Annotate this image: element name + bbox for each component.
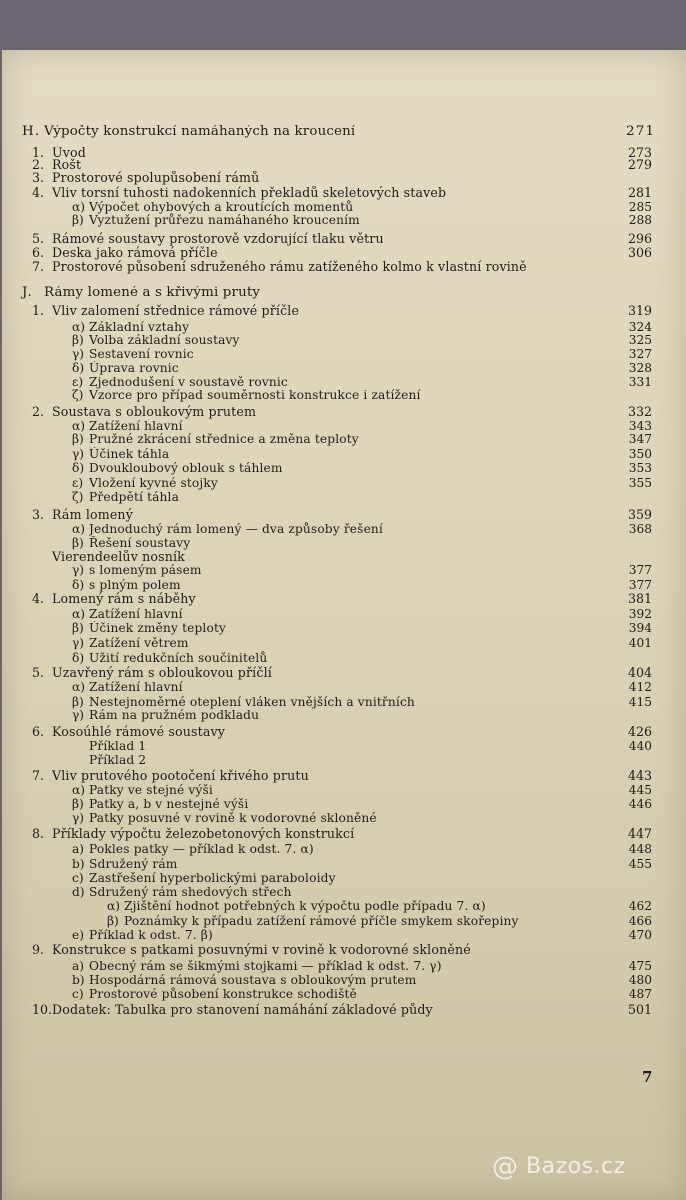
toc-entry-number: α) — [72, 607, 85, 621]
leader-dots — [449, 188, 623, 198]
toc-entry — [72, 885, 652, 899]
toc-entry-title: Zjednodušení v soustavě rovnic — [89, 375, 288, 389]
toc-entry — [72, 871, 652, 885]
leader-dots — [419, 975, 623, 985]
toc-entry-page: 343 — [628, 419, 652, 433]
leader-dots — [186, 421, 623, 431]
toc-entry-page: 328 — [628, 361, 652, 375]
toc-entry-number: α) — [72, 320, 85, 334]
leader-dots — [192, 638, 623, 648]
leader-dots — [259, 407, 623, 417]
leader-dots — [205, 565, 623, 575]
toc-entry-number: b) — [72, 973, 85, 987]
toc-entry-number: δ) — [72, 361, 85, 375]
toc-entry-number: β) — [72, 213, 84, 227]
toc-entry-page: 445 — [628, 783, 652, 797]
toc-entry-page: 279 — [627, 157, 652, 172]
leader-dots — [275, 668, 623, 678]
toc-entry-page: 412 — [628, 680, 652, 694]
toc-entry-page: 319 — [627, 303, 652, 318]
toc-entry-page: 325 — [628, 333, 652, 347]
toc-entry-title: Sdružený rám — [89, 857, 178, 871]
toc-entry-page: 355 — [628, 476, 652, 490]
toc-entry-title: Předpětí táhla — [89, 490, 180, 504]
toc-entry — [72, 621, 652, 635]
toc-entry — [107, 899, 652, 913]
toc-entry — [72, 680, 652, 694]
toc-entry-title: Zastřešení hyperbolickými paraboloidy — [89, 871, 336, 885]
toc-entry-number: α) — [72, 783, 85, 797]
toc-entry — [72, 361, 652, 375]
toc-entry-number: α) — [72, 522, 85, 536]
toc-entry — [32, 550, 652, 564]
toc-entry-title: Pokles patky — příklad k odst. 7. α) — [89, 842, 314, 856]
toc-entry-title: Vložení kyvné stojky — [89, 476, 218, 490]
toc-entry-title: Lomený rám s náběhy — [52, 592, 196, 606]
toc-entry — [32, 246, 652, 260]
toc-entry — [72, 842, 652, 856]
toc-entry-number: 4. — [32, 185, 45, 200]
toc-entry — [72, 536, 652, 550]
toc-entry-page: 466 — [628, 914, 652, 928]
toc-entry-number: α) — [107, 899, 120, 913]
leader-dots — [192, 322, 623, 332]
toc-entry-number: 2. — [32, 404, 45, 419]
toc-entry — [32, 827, 652, 841]
leader-dots — [172, 449, 623, 459]
toc-entry-title: Účinek změny teploty — [89, 621, 227, 635]
toc-entry-title: Zatížení hlavní — [89, 419, 183, 433]
toc-entry-number: 1. — [32, 145, 45, 160]
toc-entry — [107, 914, 652, 928]
leader-dots — [149, 741, 623, 751]
leader-dots — [89, 148, 623, 158]
toc-entry-page: 350 — [628, 447, 652, 461]
toc-entry-title: Pružné zkrácení střednice a změna teploty — [89, 432, 359, 446]
toc-entry — [32, 260, 652, 274]
toc-entry-title: Poznámky k případu zatížení rámové příčle smykem skořepiny — [124, 914, 519, 928]
toc-entry-title: s lomeným pásem — [89, 563, 202, 577]
toc-entry — [32, 171, 652, 185]
toc-entry-title: Řešení soustavy — [89, 536, 191, 550]
toc-entry-title: Příklad k odst. 7. β) — [89, 928, 213, 942]
leader-dots — [317, 844, 623, 854]
toc-entry — [72, 607, 652, 621]
toc-entry-page: 347 — [628, 432, 652, 446]
toc-entry-number: J. — [22, 285, 33, 300]
toc-entry — [32, 158, 652, 172]
toc-entry-title: Sdružený rám shedových střech — [89, 885, 292, 899]
leader-dots — [356, 202, 623, 212]
toc-entry-page: 332 — [627, 404, 652, 419]
toc-entry — [72, 928, 652, 942]
toc-entry-title: Nestejnoměrné oteplení vláken vnějších a vnitřních — [89, 695, 415, 709]
toc-entry-page: 443 — [627, 768, 652, 783]
toc-entry — [72, 388, 652, 402]
toc-entry — [72, 563, 652, 577]
toc-entry-page: 480 — [628, 973, 652, 987]
toc-entry-number: 2. — [32, 157, 45, 172]
toc-entry-number: e) — [72, 928, 84, 942]
toc-entry — [72, 695, 652, 709]
toc-entry-title: Prostorové spolupůsobení rámů — [52, 171, 260, 185]
toc-entry-number: β) — [72, 695, 84, 709]
toc-entry-title: Rámy lomené a s křivými pruty — [44, 286, 261, 300]
toc-entry — [72, 783, 652, 797]
leader-dots — [221, 248, 623, 258]
toc-entry-page: 296 — [627, 231, 652, 246]
toc-entry-number: 3. — [32, 170, 45, 185]
toc-entry — [72, 797, 652, 811]
toc-entry-number: ζ) — [72, 388, 84, 402]
toc-entry-number: δ) — [72, 461, 85, 475]
leader-dots — [445, 961, 623, 971]
toc-entry-number: ε) — [72, 375, 84, 389]
toc-entry-title: Soustava s obloukovým prutem — [52, 405, 257, 419]
toc-entry — [32, 186, 652, 200]
toc-entry-page: 470 — [628, 928, 652, 942]
toc-entry-number: d) — [72, 885, 85, 899]
toc-entry-page: 273 — [627, 145, 652, 160]
toc-entry-number: δ) — [72, 651, 85, 665]
toc-entry-page: 447 — [627, 826, 652, 841]
toc-entry — [72, 651, 652, 665]
toc-entry — [72, 461, 652, 475]
toc-entry — [32, 508, 652, 522]
toc-entry-page: 440 — [628, 739, 652, 753]
toc-entry-number: γ) — [72, 708, 85, 722]
toc-entry-page: 381 — [627, 591, 652, 606]
leader-dots — [216, 930, 623, 940]
toc-entry-number: H. — [22, 124, 41, 139]
toc-entry-number: 1. — [32, 303, 45, 318]
toc-entry-page: 404 — [627, 665, 652, 680]
toc-entry-number: 6. — [32, 724, 45, 739]
toc-entry-page: 353 — [628, 461, 652, 475]
toc-entry-number: α) — [72, 200, 85, 214]
leader-dots — [216, 785, 623, 795]
toc-entry-number: α) — [72, 419, 85, 433]
watermark — [492, 1152, 626, 1182]
leader-dots — [229, 623, 623, 633]
toc-entry-title: Výpočty konstrukcí namáhaných na kroucení — [44, 125, 356, 139]
toc-entry-page: 455 — [628, 857, 652, 871]
toc-entry-title: Uzavřený rám s obloukovou příčlí — [52, 666, 272, 680]
toc-entry-number: β) — [72, 333, 84, 347]
toc-entry-title: Zatížení hlavní — [89, 680, 183, 694]
toc-entry-title: Sestavení rovnic — [89, 347, 194, 361]
toc-entry-number: c) — [72, 987, 84, 1001]
toc-entry — [32, 304, 652, 318]
leader-dots — [387, 234, 623, 244]
toc-entry-title: Vliv prutového pootočení křivého prutu — [52, 769, 309, 783]
toc-entry-title: Vierendeelův nosník — [52, 550, 185, 564]
toc-entry-number: β) — [72, 621, 84, 635]
toc-entry-page: 415 — [628, 695, 652, 709]
page-number: 7 — [642, 1068, 653, 1086]
leader-dots — [181, 859, 623, 869]
toc-entry-title: Dvoukloubový oblouk s táhlem — [89, 461, 283, 475]
toc-entry — [32, 592, 652, 606]
toc-entry-page: 401 — [628, 636, 652, 650]
toc-entry — [72, 522, 652, 536]
toc-entry-title: Vliv zalomení střednice rámové příčle — [52, 304, 300, 318]
toc-entry-number: γ) — [72, 811, 85, 825]
toc-entry-title: Účinek táhla — [89, 447, 170, 461]
toc-entry-number: 7. — [32, 259, 45, 274]
toc-entry-number: 7. — [32, 768, 45, 783]
toc-entry-number: 10. — [32, 1002, 53, 1017]
toc-chapter-heading — [22, 286, 652, 300]
toc-entry — [72, 419, 652, 433]
toc-entry — [72, 987, 652, 1001]
toc-entry-page: 392 — [628, 607, 652, 621]
toc-entry-number: β) — [72, 536, 84, 550]
toc-entry — [32, 666, 652, 680]
toc-entry-page: 285 — [628, 200, 652, 214]
toc-entry — [32, 405, 652, 419]
toc-entry — [72, 578, 652, 592]
toc-entry-page: 446 — [628, 797, 652, 811]
toc-entry-title: Vliv torsní tuhosti nadokenních překladů skeletových staveb — [52, 186, 447, 200]
toc-entry — [72, 447, 652, 461]
toc-entry-number: b) — [72, 857, 85, 871]
toc-entry-page: 377 — [628, 578, 652, 592]
toc-entry — [72, 490, 652, 504]
toc-entry-number: β) — [72, 797, 84, 811]
toc-entry-page: 324 — [628, 320, 652, 334]
toc-entry-number: α) — [72, 680, 85, 694]
toc-entry-number: δ) — [72, 578, 85, 592]
toc-entry — [72, 857, 652, 871]
toc-entry — [32, 725, 652, 739]
toc-entry-number: ζ) — [72, 490, 84, 504]
toc-entry-page: 368 — [628, 522, 652, 536]
toc-entry-page: 331 — [628, 375, 652, 389]
toc-entry-number: β) — [107, 914, 119, 928]
toc-entry — [72, 811, 652, 825]
toc-entry-title: s plným polem — [89, 578, 181, 592]
toc-entry-number: 8. — [32, 826, 45, 841]
toc-entry-number: 5. — [32, 231, 45, 246]
leader-dots — [362, 434, 623, 444]
toc-entry-number: 9. — [32, 942, 45, 957]
toc-entry-page: 501 — [627, 1002, 652, 1017]
watermark-logo-icon: @ — [492, 1152, 519, 1182]
toc-entry — [72, 739, 652, 753]
leader-dots — [522, 916, 623, 926]
toc-entry-number: β) — [72, 432, 84, 446]
toc-entry-title: Obecný rám se šikmými stojkami — příklad k odst. 7. γ) — [89, 959, 442, 973]
toc-entry-page: 327 — [628, 347, 652, 361]
toc-entry-title: Rám na pružném podkladu — [89, 708, 260, 722]
toc-entry-page: 288 — [628, 213, 652, 227]
leader-dots — [418, 697, 623, 707]
toc-entry-page: 462 — [628, 899, 652, 913]
leader-dots — [84, 160, 623, 170]
toc-entry-number: γ) — [72, 563, 85, 577]
toc-entry-title: Vyztužení průřezu namáhaného kroucením — [89, 213, 360, 227]
toc-entry-number: γ) — [72, 447, 85, 461]
toc-entry-title: Zjištění hodnot potřebných k výpočtu podle případu 7. α) — [124, 899, 486, 913]
toc-entry-number: 4. — [32, 591, 45, 606]
leader-dots — [251, 799, 623, 809]
toc-entry-page: 426 — [627, 724, 652, 739]
toc-entry — [72, 708, 652, 722]
book-page — [2, 50, 686, 1200]
leader-dots — [182, 363, 623, 373]
toc-entry — [72, 375, 652, 389]
toc-entry-title: Příklad 1 — [89, 739, 147, 753]
leader-dots — [357, 829, 623, 839]
toc-entry-page: 448 — [628, 842, 652, 856]
toc-entry-title: Volba základní soustavy — [89, 333, 240, 347]
toc-entry-title: Dodatek: Tabulka pro stanovení namáhání základové půdy — [52, 1003, 433, 1017]
leader-dots — [186, 609, 623, 619]
toc-entry — [72, 347, 652, 361]
toc-entry-number: c) — [72, 871, 84, 885]
toc-entry — [32, 943, 652, 957]
leader-dots — [302, 306, 623, 316]
toc-entry-title: Příklady výpočtu železobetonových konstrukcí — [52, 827, 355, 841]
leader-dots — [243, 335, 623, 345]
watermark-text: Bazos.cz — [526, 1154, 626, 1179]
toc-entry — [72, 432, 652, 446]
leader-dots — [360, 989, 623, 999]
leader-dots — [436, 1005, 623, 1015]
toc-entry-title: Jednoduchý rám lomený — dva způsoby řešení — [89, 522, 383, 536]
toc-entry — [72, 753, 652, 767]
toc-entry-title: Úvod — [52, 146, 86, 160]
toc-entry-page: 271 — [626, 124, 656, 139]
toc-entry-page: 394 — [628, 621, 652, 635]
leader-dots — [286, 463, 623, 473]
leader-dots — [221, 478, 623, 488]
toc-entry — [32, 1003, 652, 1017]
leader-dots — [489, 901, 623, 911]
toc-entry — [72, 973, 652, 987]
toc-entry — [72, 333, 652, 347]
toc-entry-title: Příklad 2 — [89, 753, 147, 767]
toc-entry-title: Deska jako rámová příčle — [52, 246, 218, 260]
toc-entry-title: Základní vztahy — [89, 320, 190, 334]
toc-entry-title: Užití redukčních součinitelů — [89, 651, 268, 665]
toc-entry-title: Rám lomený — [52, 508, 133, 522]
leader-dots — [199, 594, 623, 604]
toc-entry-number: 6. — [32, 245, 45, 260]
leader-dots — [312, 771, 623, 781]
toc-entry-page: 487 — [628, 987, 652, 1001]
toc-entry-title: Prostorové působení sdruženého rámu zatíženého kolmo k vlastní rovině — [52, 260, 527, 274]
leader-dots — [386, 524, 623, 534]
table-of-contents — [2, 50, 686, 1200]
toc-entry — [32, 769, 652, 783]
toc-entry-page: 377 — [628, 563, 652, 577]
toc-entry-number: ε) — [72, 476, 84, 490]
toc-entry-title: Rámové soustavy prostorově vzdorující tlaku větru — [52, 232, 384, 246]
toc-entry-page: 359 — [627, 507, 652, 522]
toc-entry-number: 5. — [32, 665, 45, 680]
toc-entry — [32, 232, 652, 246]
toc-chapter-heading — [22, 124, 656, 139]
toc-entry-title: Patky posuvné v rovině k vodorovné skloněné — [89, 811, 377, 825]
toc-entry — [72, 476, 652, 490]
toc-entry-page: 306 — [627, 245, 652, 260]
toc-entry — [72, 959, 652, 973]
leader-dots — [197, 349, 623, 359]
leader-dots — [363, 215, 623, 225]
toc-entry-number: γ) — [72, 347, 85, 361]
toc-entry-title: Úprava rovnic — [89, 361, 179, 375]
toc-entry-title: Rošt — [52, 158, 82, 172]
leader-dots — [186, 682, 623, 692]
toc-entry-title: Vzorce pro případ souměrnosti konstrukce i zatížení — [89, 388, 421, 402]
toc-entry-number: 3. — [32, 507, 45, 522]
toc-entry-title: Kosoúhlé rámové soustavy — [52, 725, 226, 739]
toc-entry-title: Patky a, b v nestejné výši — [89, 797, 249, 811]
leader-dots — [228, 727, 623, 737]
toc-entry-number: γ) — [72, 636, 85, 650]
toc-entry-title: Patky ve stejné výši — [89, 783, 213, 797]
leader-dots — [358, 127, 623, 137]
toc-entry-title: Zatížení hlavní — [89, 607, 183, 621]
toc-entry-title: Konstrukce s patkami posuvnými v rovině k vodorovné skloněné — [52, 943, 471, 957]
leader-dots — [184, 580, 623, 590]
toc-entry — [72, 636, 652, 650]
toc-entry-title: Výpočet ohybových a kroutících momentů — [89, 200, 354, 214]
toc-entry-number: a) — [72, 959, 85, 973]
leader-dots — [136, 510, 623, 520]
toc-entry-page: 475 — [628, 959, 652, 973]
leader-dots — [291, 377, 623, 387]
toc-entry — [72, 213, 652, 227]
toc-entry — [72, 200, 652, 214]
toc-entry-page: 281 — [627, 185, 652, 200]
toc-entry-title: Zatížení větrem — [89, 636, 189, 650]
toc-entry-title: Hospodárná rámová soustava s obloukovým prutem — [89, 973, 417, 987]
toc-entry-title: Prostorové působení konstrukce schodiště — [89, 987, 357, 1001]
toc-entry-number: a) — [72, 842, 85, 856]
toc-entry — [72, 320, 652, 334]
